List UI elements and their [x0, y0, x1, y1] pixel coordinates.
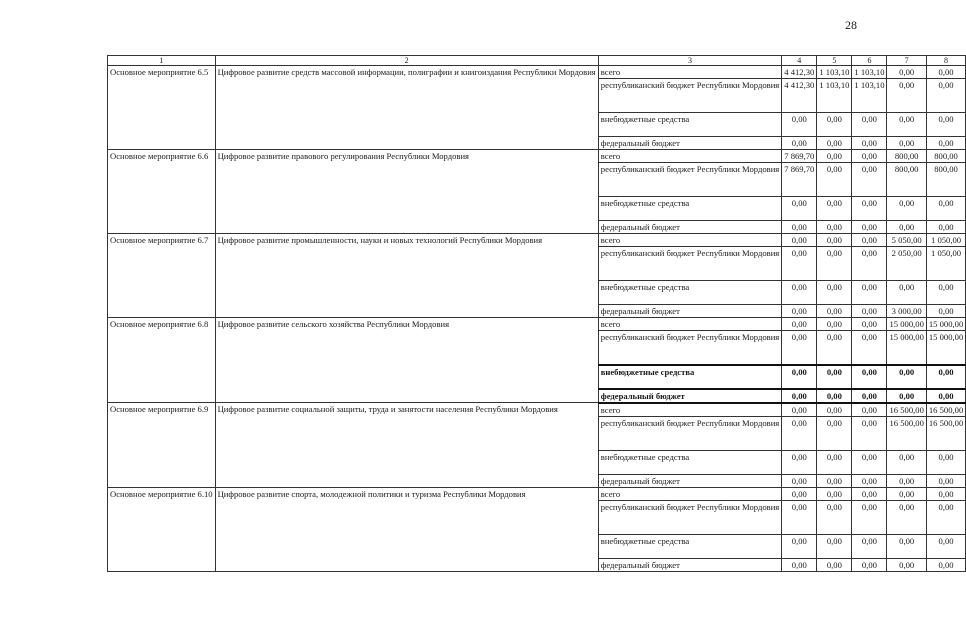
amount-cell: 16 500,00 — [887, 403, 926, 417]
funding-source: внебюджетные средства — [598, 365, 781, 389]
amount-cell: 4 412,30 — [782, 66, 817, 79]
page-number: 28 — [845, 18, 857, 32]
amount-cell: 15 000,00 — [926, 331, 965, 365]
amount-cell: 0,00 — [782, 113, 817, 137]
amount-cell: 0,00 — [887, 79, 926, 113]
measure-code: Основное мероприятие 6.9 — [108, 403, 216, 488]
header-cell: 2 — [215, 56, 598, 66]
amount-cell: 0,00 — [926, 197, 965, 221]
funding-source: федеральный бюджет — [598, 305, 781, 318]
funding-source: республиканский бюджет Республики Мордовия — [598, 416, 781, 450]
funding-source: республиканский бюджет Республики Мордовия — [598, 500, 781, 534]
amount-cell: 0,00 — [782, 305, 817, 318]
funding-source: федеральный бюджет — [598, 389, 781, 403]
measure-name: Цифровое развитие сельского хозяйства Республики Мордовия — [215, 318, 598, 403]
amount-cell: 0,00 — [852, 500, 887, 534]
funding-source: внебюджетные средства — [598, 534, 781, 558]
amount-cell: 0,00 — [817, 197, 852, 221]
table-row — [108, 487, 966, 500]
amount-cell: 16 500,00 — [926, 416, 965, 450]
amount-cell: 0,00 — [817, 365, 852, 389]
amount-cell: 0,00 — [926, 305, 965, 318]
amount-cell: 0,00 — [852, 403, 887, 417]
measure-name: Цифровое развитие социальной защиты, труда и занятости населения Республики Мордовия — [215, 403, 598, 488]
amount-cell: 0,00 — [852, 281, 887, 305]
amount-cell: 0,00 — [782, 318, 817, 331]
funding-source: республиканский бюджет Республики Мордовия — [598, 247, 781, 281]
amount-cell: 0,00 — [782, 281, 817, 305]
funding-table — [107, 55, 966, 572]
header-row — [108, 56, 966, 66]
amount-cell: 0,00 — [926, 365, 965, 389]
measure-name: Цифровое развитие спорта, молодежной политики и туризма Республики Мордовия — [215, 487, 598, 571]
amount-cell: 0,00 — [817, 534, 852, 558]
amount-cell: 4 412,30 — [782, 79, 817, 113]
amount-cell: 0,00 — [887, 281, 926, 305]
amount-cell: 0,00 — [852, 163, 887, 197]
amount-cell: 0,00 — [817, 318, 852, 331]
amount-cell: 0,00 — [782, 416, 817, 450]
amount-cell: 0,00 — [817, 247, 852, 281]
amount-cell: 0,00 — [852, 221, 887, 234]
amount-cell: 0,00 — [887, 197, 926, 221]
amount-cell: 0,00 — [852, 318, 887, 331]
amount-cell: 1 103,10 — [852, 79, 887, 113]
amount-cell: 0,00 — [782, 403, 817, 417]
amount-cell: 7 869,70 — [782, 150, 817, 163]
amount-cell: 0,00 — [926, 500, 965, 534]
amount-cell: 0,00 — [852, 416, 887, 450]
table-row — [108, 318, 966, 331]
table-row — [108, 150, 966, 163]
table-row — [108, 66, 966, 79]
amount-cell: 0,00 — [887, 474, 926, 487]
table-row — [108, 403, 966, 417]
amount-cell: 1 103,10 — [817, 79, 852, 113]
amount-cell: 0,00 — [817, 450, 852, 474]
amount-cell: 800,00 — [887, 150, 926, 163]
amount-cell: 0,00 — [817, 113, 852, 137]
amount-cell: 0,00 — [926, 137, 965, 150]
amount-cell: 0,00 — [887, 137, 926, 150]
amount-cell: 0,00 — [926, 534, 965, 558]
header-cell: 1 — [108, 56, 216, 66]
amount-cell: 0,00 — [782, 234, 817, 247]
funding-source: всего — [598, 66, 781, 79]
amount-cell: 15 000,00 — [926, 318, 965, 331]
funding-source: всего — [598, 150, 781, 163]
amount-cell: 0,00 — [926, 389, 965, 403]
amount-cell: 0,00 — [852, 234, 887, 247]
funding-source: внебюджетные средства — [598, 197, 781, 221]
header-cell: 6 — [852, 56, 887, 66]
amount-cell: 16 500,00 — [887, 416, 926, 450]
amount-cell: 0,00 — [817, 150, 852, 163]
amount-cell: 0,00 — [817, 416, 852, 450]
funding-source: внебюджетные средства — [598, 113, 781, 137]
amount-cell: 0,00 — [887, 487, 926, 500]
header-cell: 5 — [817, 56, 852, 66]
funding-source: федеральный бюджет — [598, 474, 781, 487]
funding-source: внебюджетные средства — [598, 450, 781, 474]
amount-cell: 0,00 — [817, 305, 852, 318]
table-row — [108, 234, 966, 247]
amount-cell: 0,00 — [852, 247, 887, 281]
measure-name: Цифровое развитие средств массовой информации, полиграфии и книгоиздания Республики Мордовия — [215, 66, 598, 150]
amount-cell: 0,00 — [852, 331, 887, 365]
amount-cell: 0,00 — [817, 331, 852, 365]
funding-source: всего — [598, 403, 781, 417]
amount-cell: 0,00 — [852, 487, 887, 500]
header-cell: 4 — [782, 56, 817, 66]
amount-cell: 15 000,00 — [887, 331, 926, 365]
amount-cell: 0,00 — [817, 474, 852, 487]
amount-cell: 0,00 — [926, 558, 965, 571]
amount-cell: 0,00 — [782, 197, 817, 221]
funding-source: всего — [598, 234, 781, 247]
amount-cell: 0,00 — [887, 389, 926, 403]
funding-source: республиканский бюджет Республики Мордовия — [598, 79, 781, 113]
amount-cell: 0,00 — [817, 137, 852, 150]
amount-cell: 0,00 — [817, 403, 852, 417]
amount-cell: 0,00 — [817, 558, 852, 571]
amount-cell: 0,00 — [926, 450, 965, 474]
amount-cell: 0,00 — [926, 221, 965, 234]
funding-source: всего — [598, 487, 781, 500]
funding-source: республиканский бюджет Республики Мордовия — [598, 331, 781, 365]
amount-cell: 800,00 — [926, 150, 965, 163]
funding-source: федеральный бюджет — [598, 558, 781, 571]
amount-cell: 0,00 — [926, 281, 965, 305]
amount-cell: 0,00 — [926, 474, 965, 487]
amount-cell: 0,00 — [887, 113, 926, 137]
amount-cell: 0,00 — [782, 500, 817, 534]
amount-cell: 0,00 — [782, 221, 817, 234]
amount-cell: 0,00 — [817, 221, 852, 234]
amount-cell: 7 869,70 — [782, 163, 817, 197]
header-cell: 8 — [926, 56, 965, 66]
amount-cell: 1 103,10 — [852, 66, 887, 79]
amount-cell: 0,00 — [852, 197, 887, 221]
funding-source: федеральный бюджет — [598, 221, 781, 234]
amount-cell: 800,00 — [926, 163, 965, 197]
amount-cell: 0,00 — [852, 450, 887, 474]
amount-cell: 0,00 — [926, 113, 965, 137]
funding-source: внебюджетные средства — [598, 281, 781, 305]
measure-code: Основное мероприятие 6.6 — [108, 150, 216, 234]
amount-cell: 0,00 — [782, 474, 817, 487]
amount-cell: 0,00 — [782, 534, 817, 558]
amount-cell: 1 050,00 — [926, 234, 965, 247]
amount-cell: 3 000,00 — [887, 305, 926, 318]
amount-cell: 0,00 — [782, 137, 817, 150]
amount-cell: 0,00 — [852, 365, 887, 389]
amount-cell: 800,00 — [887, 163, 926, 197]
amount-cell: 0,00 — [817, 500, 852, 534]
amount-cell: 0,00 — [852, 150, 887, 163]
measure-code: Основное мероприятие 6.7 — [108, 234, 216, 318]
amount-cell: 1 103,10 — [817, 66, 852, 79]
amount-cell: 0,00 — [817, 281, 852, 305]
funding-source: республиканский бюджет Республики Мордовия — [598, 163, 781, 197]
measure-code: Основное мероприятие 6.5 — [108, 66, 216, 150]
header-cell: 7 — [887, 56, 926, 66]
amount-cell: 0,00 — [782, 389, 817, 403]
amount-cell: 15 000,00 — [887, 318, 926, 331]
amount-cell: 0,00 — [852, 389, 887, 403]
amount-cell: 0,00 — [782, 331, 817, 365]
amount-cell: 0,00 — [852, 137, 887, 150]
amount-cell: 0,00 — [887, 534, 926, 558]
measure-name: Цифровое развитие правового регулирования Республики Мордовия — [215, 150, 598, 234]
amount-cell: 0,00 — [782, 558, 817, 571]
amount-cell: 5 050,00 — [887, 234, 926, 247]
amount-cell: 0,00 — [782, 450, 817, 474]
amount-cell: 0,00 — [817, 389, 852, 403]
funding-source: всего — [598, 318, 781, 331]
amount-cell: 0,00 — [852, 113, 887, 137]
measure-name: Цифровое развитие промышленности, науки и новых технологий Республики Мордовия — [215, 234, 598, 318]
amount-cell: 1 050,00 — [926, 247, 965, 281]
amount-cell: 0,00 — [926, 66, 965, 79]
funding-source: федеральный бюджет — [598, 137, 781, 150]
amount-cell: 0,00 — [926, 487, 965, 500]
header-cell: 3 — [598, 56, 781, 66]
amount-cell: 0,00 — [887, 558, 926, 571]
amount-cell: 0,00 — [926, 79, 965, 113]
amount-cell: 16 500,00 — [926, 403, 965, 417]
amount-cell: 0,00 — [887, 66, 926, 79]
amount-cell: 0,00 — [887, 365, 926, 389]
measure-code: Основное мероприятие 6.10 — [108, 487, 216, 571]
amount-cell: 0,00 — [817, 234, 852, 247]
amount-cell: 0,00 — [852, 534, 887, 558]
amount-cell: 2 050,00 — [887, 247, 926, 281]
amount-cell: 0,00 — [887, 500, 926, 534]
measure-code: Основное мероприятие 6.8 — [108, 318, 216, 403]
amount-cell: 0,00 — [817, 163, 852, 197]
amount-cell: 0,00 — [852, 558, 887, 571]
amount-cell: 0,00 — [817, 487, 852, 500]
amount-cell: 0,00 — [782, 365, 817, 389]
amount-cell: 0,00 — [887, 221, 926, 234]
amount-cell: 0,00 — [887, 450, 926, 474]
amount-cell: 0,00 — [852, 474, 887, 487]
amount-cell: 0,00 — [782, 247, 817, 281]
amount-cell: 0,00 — [852, 305, 887, 318]
amount-cell: 0,00 — [782, 487, 817, 500]
